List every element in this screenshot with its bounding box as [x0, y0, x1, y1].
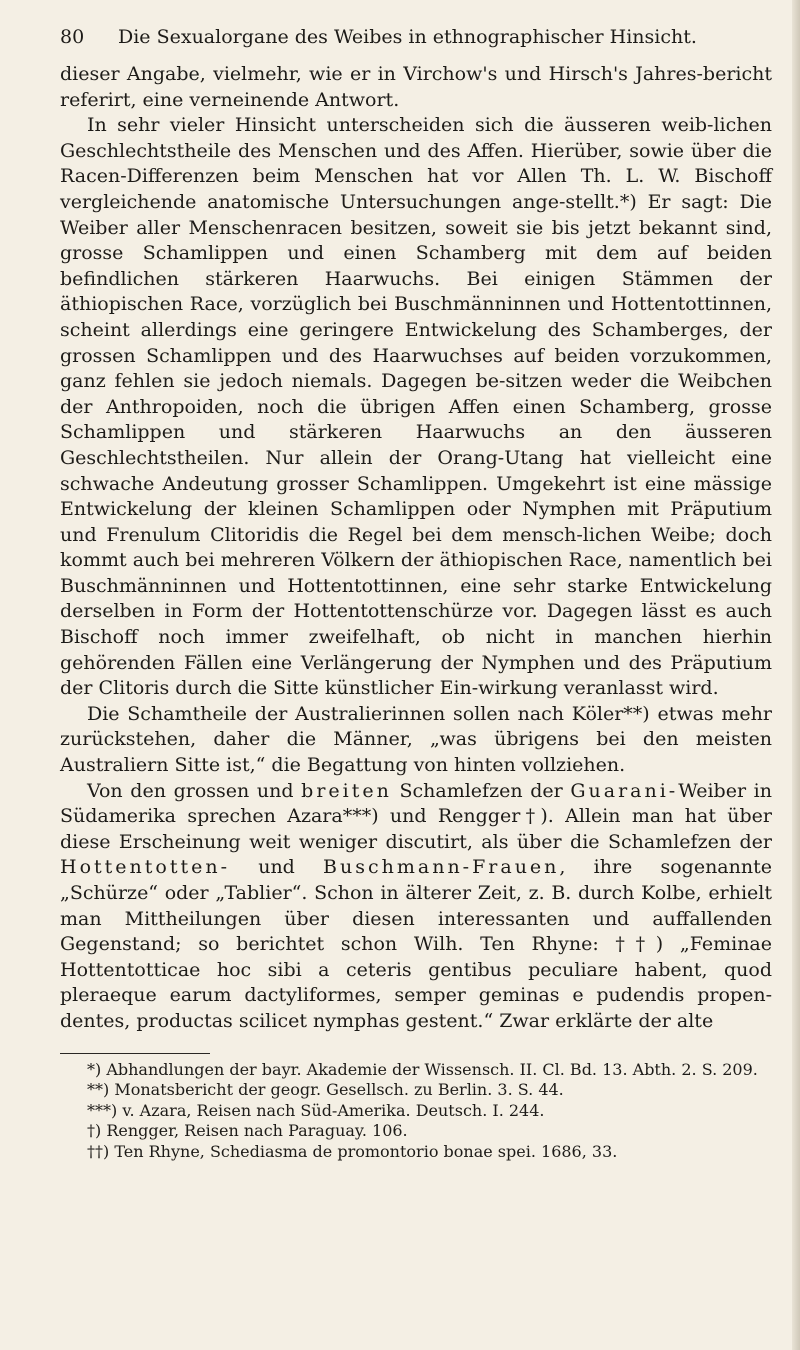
page-edge: [792, 0, 800, 1350]
spaced-text: Guarani-: [570, 779, 679, 802]
text-segment: In sehr vieler Hinsicht unterscheiden sich die äusseren weib-lichen Geschlechtstheile des Menschen und des Affen. Hierüber, sowie über die Racen-Differenzen beim Menschen hat vor Allen Th. L. W. Bischoff vergleichende anatomische Untersuchungen ange-stellt.*) Er sagt: Die Weiber aller Menschenracen besitzen, soweit sie bis jetzt bekannt sind, grosse Schamlippen und einen Schamberg mit dem auf beiden befindlichen stärkeren Haarwuchs. Bei einigen Stämmen der äthiopischen Race, vorzüglich bei Buschmänninnen und Hottentottinnen, scheint allerdings eine geringere Entwickelung des Schamberges, der grossen Schamlippen und des Haarwuchses auf beiden vorzukommen, ganz fehlen sie jedoch niemals. Dagegen be-sitzen weder die Weibchen der Anthropoiden, noch die übrigen Affen einen Schamberg, grosse Schamlippen und stärkeren Haarwuchs an den äusseren Geschlechtstheilen. Nur allein der Orang-Utang hat vielleicht eine schwache Andeutung grosser Schamlippen. Umgekehrt ist eine mässige Entwickelung der kleinen Schamlippen oder Nymphen mit Präputium und Frenulum Clitoridis die Regel bei dem mensch-lichen Weibe; doch kommt auch bei mehreren Völkern der äthiopischen Race, namentlich bei Buschmänninnen und Hottentottinnen, eine sehr starke Entwickelung derselben in Form der Hottentottenschürze vor. Dagegen lässt es auch Bischoff noch immer zweifelhaft, ob nicht in manchen hierhin gehörenden Fällen eine Verlängerung der Nymphen und des Präputium der Clitoris durch die Sitte künstlicher Ein-wirkung veranlasst wird.: [60, 114, 772, 700]
footnote: †) Rengger, Reisen nach Paraguay. 106.: [87, 1121, 408, 1141]
footnote-rule: [60, 1053, 210, 1054]
text-segment: , ihre sogenannte „Schürze“ oder „Tablier“. Schon in älterer Zeit, z. B. durch Kolbe, erhielt man Mittheilungen über diesen interessanten und auffallenden Gegenstand; so berichtet schon Wilh. Ten Rhyne: ††) „Feminae Hottentotticae hoc sibi a ceteris gentibus peculiare habent, quod pleraeque earum dactyliformes, semper geminas e pudendis propen-dentes, productas scilicet nymphas gestent.“ Zwar erklärte der alte: [60, 856, 772, 1032]
text-segment: und: [230, 856, 324, 879]
text-segment: Weiber in Südamerika sprechen Azara***) und Rengger†). Allein man hat über diese Erscheinung weit weniger discutirt, als über die Schamlefzen der: [60, 779, 772, 853]
text-segment: Schamlefzen der: [391, 779, 571, 802]
paragraph: [60, 113, 772, 702]
footnote: **) Monatsbericht der geogr. Gesellsch. zu Berlin. 3. S. 44.: [87, 1080, 564, 1100]
page-number: 80: [60, 26, 85, 48]
book-page: [60, 22, 772, 1162]
spaced-text: Hottentotten-: [60, 856, 231, 879]
spaced-text: Buschmann-Frauen: [323, 856, 560, 879]
paragraph: [60, 702, 772, 779]
text-segment: Von den grossen und: [87, 779, 302, 802]
page-header: [60, 22, 772, 52]
spaced-text: breiten: [301, 779, 392, 802]
footnotes: [60, 1060, 772, 1163]
footnote: ††) Ten Rhyne, Schediasma de promontorio bonae spei. 1686, 33.: [87, 1141, 618, 1161]
footnote: *) Abhandlungen der bayr. Akademie der Wissensch. II. Cl. Bd. 13. Abth. 2. S. 209.: [87, 1059, 758, 1079]
footnote: ***) v. Azara, Reisen nach Süd-Amerika. Deutsch. I. 244.: [87, 1100, 545, 1120]
paragraph: [60, 62, 772, 113]
text-segment: Die Schamtheile der Australierinnen sollen nach Köler**) etwas mehr zurückstehen, daher die Männer, „was übrigens bei den meisten Australiern Sitte ist,“ die Begattung von hinten vollziehen.: [60, 702, 772, 777]
body-text: [60, 62, 772, 1035]
paragraph: [60, 779, 772, 1035]
running-title: Die Sexualorgane des Weibes in ethnographischer Hinsicht.: [118, 26, 697, 48]
text-segment: dieser Angabe, vielmehr, wie er in Virchow's und Hirsch's Jahres-bericht referirt, eine verneinende Antwort.: [60, 63, 772, 111]
